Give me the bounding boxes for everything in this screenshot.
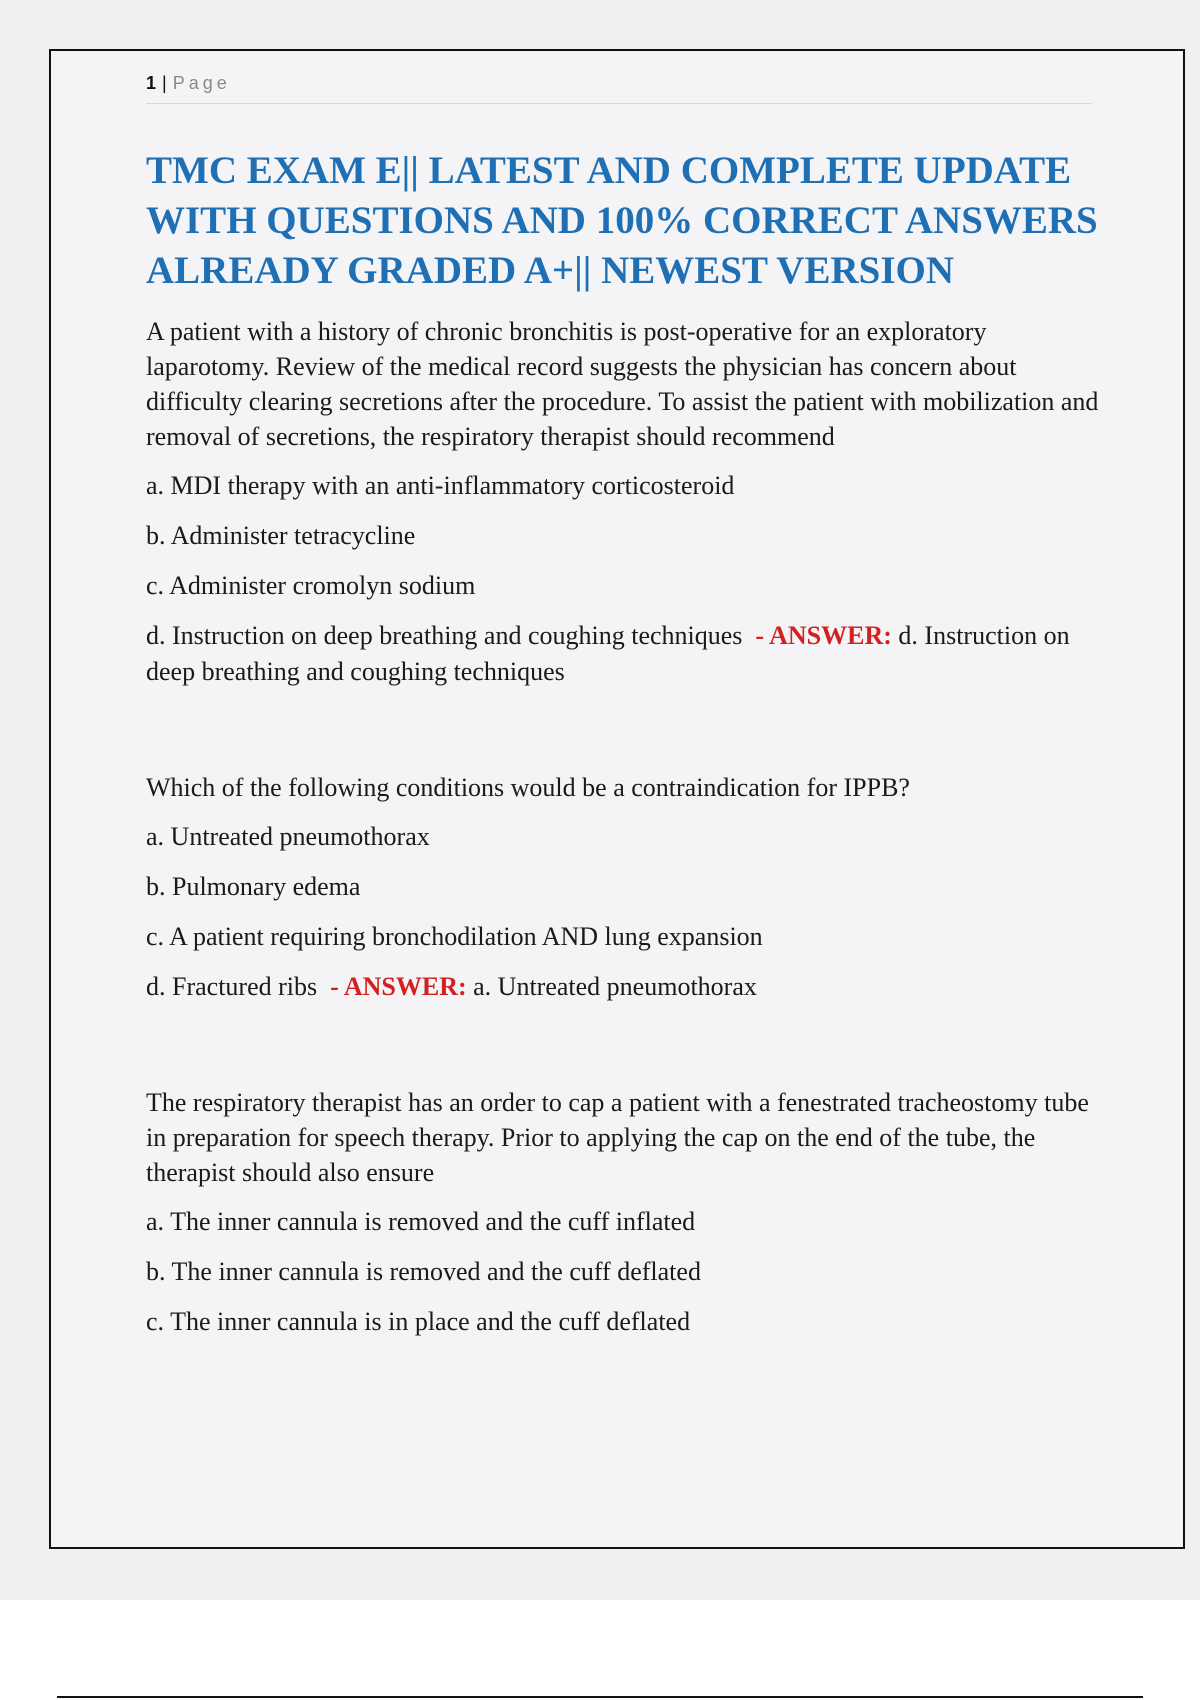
question-2-option-b: b. Pulmonary edema — [146, 872, 361, 901]
question-1-option-b: b. Administer tetracycline — [146, 521, 416, 550]
question-1-option-c: c. Administer cromolyn sodium — [146, 571, 476, 600]
question-3-option-a: a. The inner cannula is removed and the cuff inflated — [146, 1207, 696, 1236]
page-content — [146, 146, 1106, 1340]
question-3-stem: The respiratory therapist has an order to cap a patient with a fenestrated tracheostomy tube in preparation for speech therapy. Prior to applying the cap on the end of the tube, the therapist should also ensure — [146, 1088, 1089, 1187]
question-spacer — [146, 1005, 1106, 1067]
question-spacer — [146, 690, 1106, 752]
document-title: TMC EXAM E|| LATEST AND COMPLETE UPDATE WITH QUESTIONS AND 100% CORRECT ANSWERS ALREADY GRADED A+|| NEWEST VERSION — [146, 149, 1098, 292]
question-1-option-d-with-answer — [146, 618, 1106, 690]
question-2-answer-text: a. Untreated pneumothorax — [473, 972, 757, 1001]
question-1-stem: A patient with a history of chronic bronchitis is post-operative for an exploratory laparotomy. Review of the medical record suggests the physician has concern about difficulty clearing secretions after the procedure. To assist the patient with mobilization and removal of secretions, the respiratory therapist should recommend — [146, 317, 1099, 451]
question-2-option-c: c. A patient requiring bronchodilation AND lung expansion — [146, 922, 763, 951]
question-2-option-a: a. Untreated pneumothorax — [146, 822, 430, 851]
question-2-stem: Which of the following conditions would be a contraindication for IPPB? — [146, 773, 910, 802]
page-number: 1 — [146, 73, 157, 93]
question-1-answer-text: d. Instruction on deep breathing and coughing techniques — [146, 621, 1070, 686]
question-2-option-d-with-answer — [146, 969, 1106, 1005]
question-2-option-d: d. Fractured ribs — [146, 972, 318, 1001]
question-3-option-c: c. The inner cannula is in place and the cuff deflated — [146, 1307, 691, 1336]
page-header — [146, 73, 1092, 104]
question-1-option-d: d. Instruction on deep breathing and coughing techniques — [146, 621, 743, 650]
question-2-answer-label: - ANSWER: — [330, 972, 467, 1001]
question-1-option-a: a. MDI therapy with an anti-inflammatory corticosteroid — [146, 471, 735, 500]
document-page — [49, 49, 1185, 1549]
page-separator: | — [162, 73, 167, 93]
question-3-option-b: b. The inner cannula is removed and the cuff deflated — [146, 1257, 701, 1286]
page-word: Page — [172, 73, 231, 93]
question-1-answer-label: - ANSWER: — [755, 621, 892, 650]
next-page-header-rule — [57, 1696, 1143, 1698]
